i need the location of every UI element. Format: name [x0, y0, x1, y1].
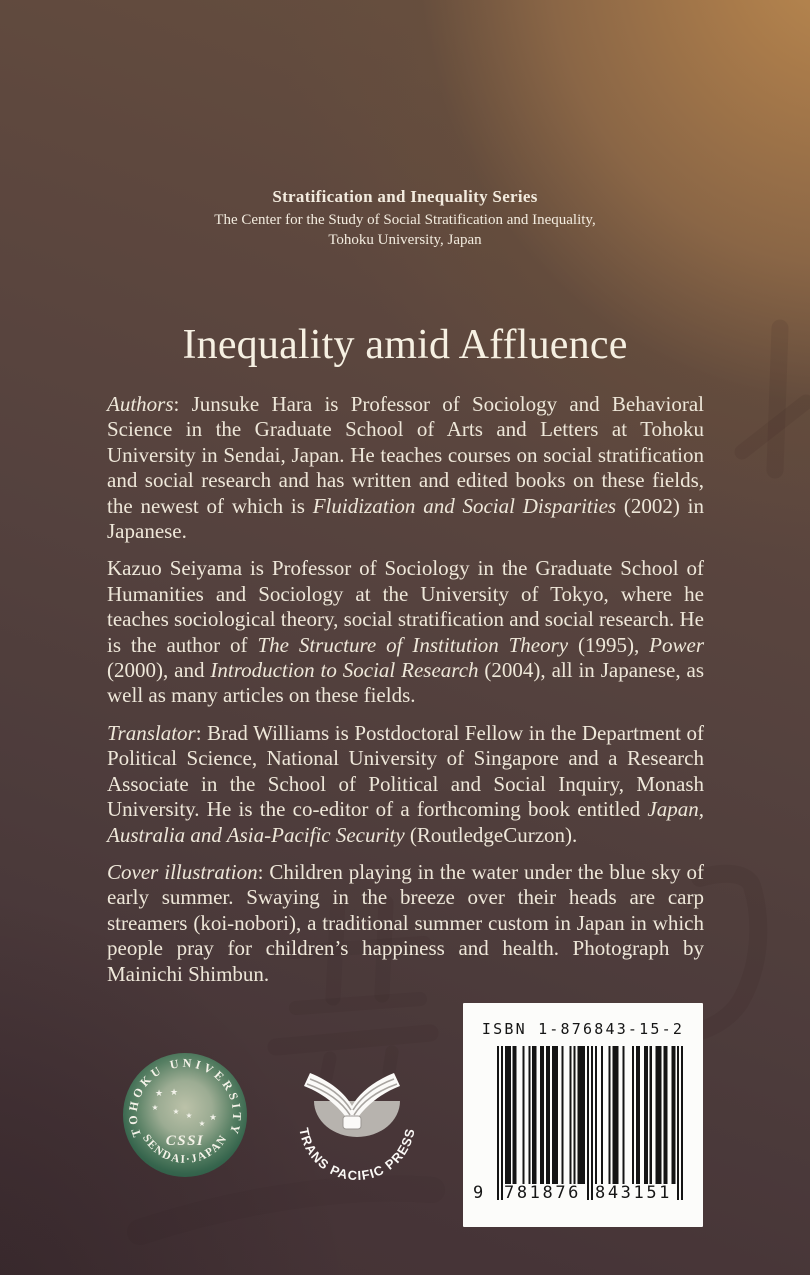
back-cover-text	[107, 392, 704, 999]
series-header	[0, 187, 810, 249]
star-icon: ★	[151, 1103, 159, 1112]
seal-cssi-text: CSSI	[165, 1133, 205, 1149]
translator-paragraph: Translator: Brad Williams is Postdoctoral Fellow in the Department of Political Science, National University of Singapore and a Research Associate in the School of Political and Social Inquiry, Monash University. He is the co-editor of a forthcoming book entitled Japan, Australia and Asia-Pacific Security (RoutledgeCurzon).	[107, 720, 704, 847]
isbn-number-label: ISBN 1-876843-15-2	[481, 1020, 685, 1038]
star-icon: ★	[185, 1111, 193, 1120]
star-icon: ★	[198, 1119, 206, 1128]
book-title: Inequality amid Affluence	[182, 322, 628, 368]
seal-bottom-arc-text: SENDAI·JAPAN	[139, 1132, 231, 1166]
ean13-barcode	[497, 1046, 684, 1200]
tohoku-university-cssi-logo	[122, 1052, 248, 1178]
star-icon: ★	[154, 1089, 164, 1099]
barcode-left-digits: 781876	[504, 1183, 582, 1203]
star-icon: ★	[209, 1113, 217, 1123]
series-name: Stratification and Inequality Series	[272, 187, 538, 206]
book-spine-tab	[343, 1116, 361, 1129]
second-author-paragraph: Kazuo Seiyama is Professor of Sociology in the Graduate School of Humanities and Sociology at the University of Tokyo, where he teaches sociological theory, social stratification and social research. He is the author of The Structure of Institution Theory (1995), Power (2000), and Introduction to Social Research (2004), all in Japanese, as well as many articles on these fields.	[107, 556, 705, 708]
star-icon: ★	[169, 1088, 179, 1098]
seal-top-arc-text: TOHOKU UNIVERSITY	[125, 1055, 245, 1139]
trans-pacific-press-logo	[285, 1060, 430, 1190]
tpp-arc-text: TRANS PACIFIC PRESS	[296, 1126, 418, 1184]
barcode-right-digits: 843151	[595, 1183, 673, 1203]
authors-paragraph: Authors: Junsuke Hara is Professor of Sociology and Behavioral Science in the Graduate School of Arts and Letters at Tohoku University in Sendai, Japan. He teaches courses on social stratification and social research and has written and edited books on these fields, the newest of which is Fluidization and Social Disparities (2002) in Japanese.	[107, 392, 705, 544]
barcode-lead-digit: 9	[473, 1183, 484, 1203]
series-center-line: The Center for the Study of Social Stratification and Inequality,	[214, 212, 596, 228]
series-university-line: Tohoku University, Japan	[328, 232, 482, 248]
isbn-barcode-panel	[463, 1003, 703, 1227]
star-icon: ★	[172, 1107, 180, 1116]
cover-illustration-paragraph: Cover illustration: Children playing in the water under the blue sky of early summer. Swaying in the breeze over their heads are carp streamers (koi-nobori), a traditional summer custom in Japan in which people pray for children’s happiness and health. Photograph by Mainichi Shimbun.	[107, 859, 704, 986]
